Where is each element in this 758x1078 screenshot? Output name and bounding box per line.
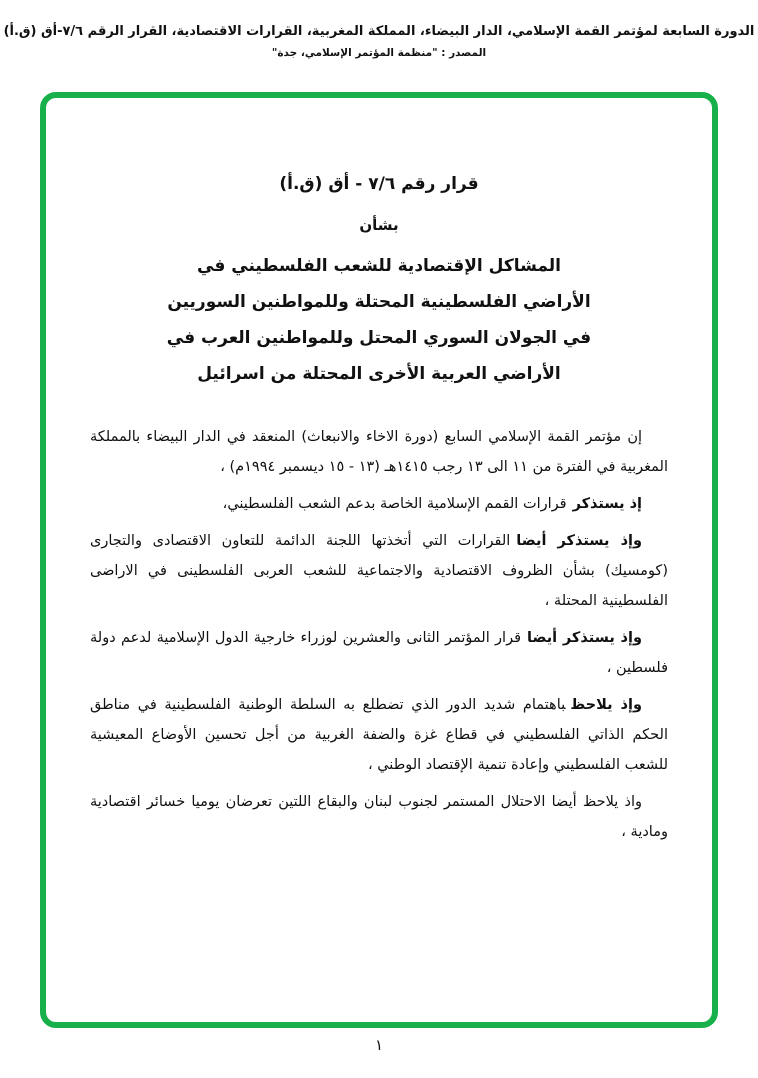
preamble-paragraph-1 — [90, 422, 668, 482]
header-citation: الدورة السابعة لمؤتمر القمة الإسلامي، الدار البيضاء، المملكة المغربية، القرارات الاقتصادية، القرار الرقم ٧/٦-أق (ق.أ) — [3, 24, 755, 39]
subject-line-2: الأراضي الفلسطينية المحتلة وللمواطنين السوريين — [167, 292, 591, 312]
paragraph-lead: وإذ يستذكر أيضا — [527, 630, 642, 646]
resolution-subject — [90, 248, 668, 392]
paragraph-lead: وإذ يستذكر أيضا — [516, 533, 642, 549]
preamble-paragraph-3 — [90, 526, 668, 616]
preamble-paragraph-4 — [90, 623, 668, 683]
subject-line-1: المشاكل الإقتصادية للشعب الفلسطيني في — [197, 256, 561, 276]
preamble-paragraph-5 — [90, 690, 668, 780]
paragraph-text: القرارات التي أتخذتها اللجنة الدائمة للتعاون الاقتصادى والتجارى (كومسيك) بشأن الظروف الاقتصادية والاجتماعية للشعب العربى الفلسطينى في الاراضى الفلسطينية المحتلة ، — [90, 533, 668, 609]
subject-line-3: في الجولان السوري المحتل وللمواطنين العرب في — [166, 328, 592, 348]
page-border-frame — [40, 92, 718, 1028]
resolution-number-heading: قرار رقم ٧/٦ - أق (ق.أ) — [279, 174, 479, 194]
paragraph-text: قرار المؤتمر الثانى والعشرين لوزراء خارجية الدول الإسلامية لدعم دولة فلسطين ، — [90, 630, 668, 676]
subject-label: بشأن — [359, 216, 399, 234]
paragraph-text: إن مؤتمر القمة الإسلامي السابع (دورة الاخاء والانبعاث) المنعقد في الدار البيضاء بالمملكة المغربية في الفترة من ١١ الى ١٣ رجب ١٤١٥هـ (١٣ - ١٥ ديسمبر ١٩٩٤م) ، — [90, 429, 668, 475]
resolution-title-block — [90, 174, 668, 392]
resolution-body — [90, 422, 668, 847]
page-number: ١ — [374, 1036, 384, 1054]
paragraph-text: قرارات القمم الإسلامية الخاصة بدعم الشعب الفلسطيني، — [222, 496, 567, 512]
preamble-paragraph-6 — [90, 787, 668, 847]
document-header — [0, 24, 758, 59]
paragraph-text: باهتمام شديد الدور الذي تضطلع به السلطة الوطنية الفلسطينية في مناطق الحكم الذاتي الفلسطيني في قطاع غزة والضفة الغربية من أجل تحسين الأوضاع المعيشية للشعب الفلسطيني وإعادة تنمية الإقتصاد الوطني ، — [90, 697, 668, 773]
paragraph-text: واذ يلاحظ أيضا الاحتلال المستمر لجنوب لبنان والبقاع اللتين تعرضان يوميا خسائر اقتصادية ومادية ، — [90, 794, 668, 840]
subject-line-4: الأراضي العربية الأخرى المحتلة من اسرائيل — [197, 364, 561, 384]
paragraph-lead: وإذ يلاحظ — [571, 697, 642, 713]
resolution-content — [46, 98, 712, 847]
preamble-paragraph-2 — [90, 489, 668, 519]
paragraph-lead: إذ يستذكر — [572, 496, 642, 512]
header-source: المصدر : "منظمة المؤتمر الإسلامي، جدة" — [271, 47, 487, 59]
